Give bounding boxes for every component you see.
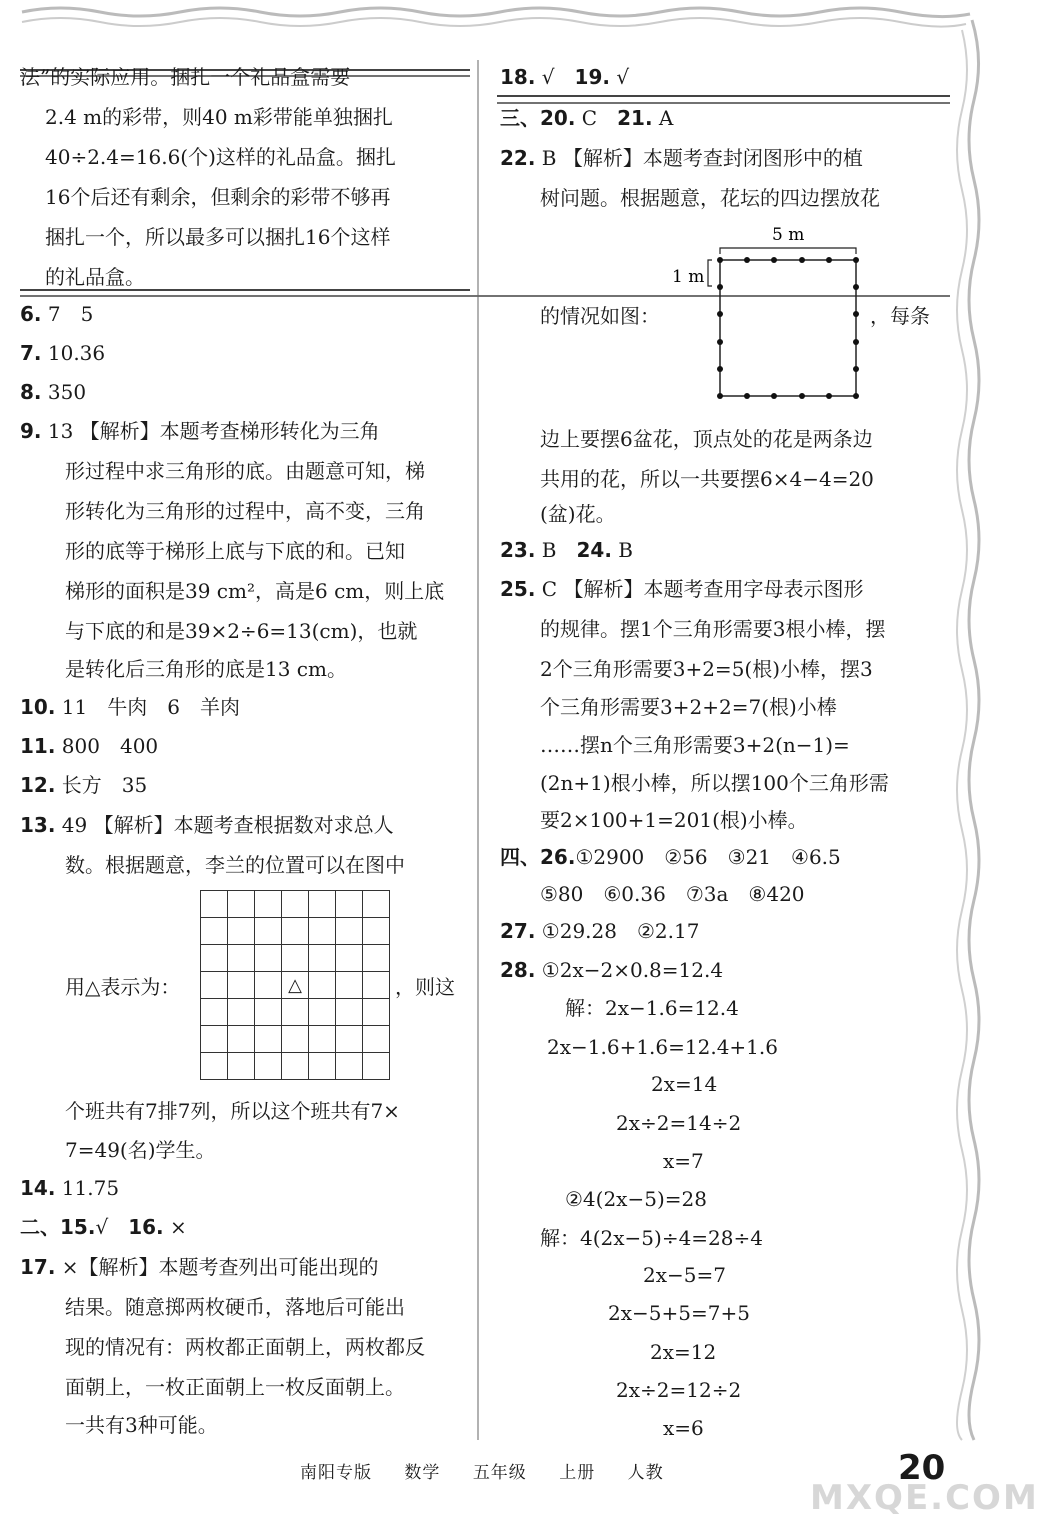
- prev-answer-line-3: 40÷2.4=16.6(个)这样的礼品盒。捆扎: [45, 145, 396, 169]
- q6-number: 6.: [20, 302, 42, 326]
- answer-22-line-3: 边上要摆6盆花，顶点处的花是两条边: [540, 427, 873, 451]
- answer-28-line-12: 2x÷2=12÷2: [616, 1378, 742, 1402]
- q18-number: 18.: [500, 65, 536, 89]
- figure-label-5m: 5 m: [772, 225, 805, 245]
- q25-text-1: C 【解析】本题考查用字母表示图形: [541, 577, 864, 601]
- q26-text-1: ①2900 ②56 ③21 ④6.5: [575, 845, 841, 869]
- answer-28-line-10: 2x−5+5=7+5: [608, 1301, 750, 1325]
- q19-number: 19.: [574, 65, 610, 89]
- answer-28-line-11: 2x=12: [650, 1340, 717, 1364]
- q26-number: 四、26.: [500, 845, 576, 869]
- q13-number: 13.: [20, 813, 56, 837]
- q10-text: 11 牛肉 6 羊肉: [61, 695, 240, 719]
- answers-23-24: [500, 536, 633, 564]
- q28-text-1: ①2x−2×0.8=12.4: [541, 958, 724, 982]
- q8-text: 350: [47, 380, 87, 404]
- q24-number: 24.: [576, 538, 612, 562]
- prev-answer-line-5: 捆扎一个，所以最多可以捆扎16个这样: [45, 225, 391, 249]
- answer-22-line-4: 共用的花，所以一共要摆6×4−4=20: [540, 467, 874, 491]
- answer-25-line-2: 的规律。摆1个三角形需要3根小棒，摆: [540, 617, 886, 641]
- q16-text: ×: [169, 1215, 187, 1239]
- answers-18-19: [500, 63, 629, 91]
- q19-text: √: [616, 65, 630, 89]
- answer-14: [20, 1174, 119, 1202]
- q20-number: 三、20.: [500, 106, 576, 130]
- answer-28-line-2: 解：2x−1.6=12.4: [565, 996, 739, 1020]
- answer-13-line-2: 数。根据题意，李兰的位置可以在图中: [65, 853, 405, 877]
- q23-number: 23.: [500, 538, 536, 562]
- q23-text: B: [541, 538, 577, 562]
- answer-25-line-3: 2个三角形需要3+2=5(根)小棒，摆3: [540, 657, 873, 681]
- answer-25-line-4: 个三角形需要3+2+2=7(根)小棒: [540, 695, 837, 719]
- answer-8: [20, 378, 86, 406]
- answer-28-line-3: 2x−1.6+1.6=12.4+1.6: [547, 1035, 778, 1059]
- q21-text: A: [658, 106, 674, 130]
- q7-number: 7.: [20, 341, 42, 365]
- q9-text-1: 13 【解析】本题考查梯形转化为三角: [47, 419, 380, 443]
- answer-17-line-3: 现的情况有：两枚都正面朝上，两枚都反: [65, 1335, 425, 1359]
- answer-28-line-8: 解：4(2x−5)÷4=28÷4: [540, 1226, 763, 1250]
- answer-28-line-9: 2x−5=7: [643, 1263, 726, 1287]
- answer-6: [20, 300, 93, 328]
- answer-10: [20, 693, 240, 721]
- q12-number: 12.: [20, 773, 56, 797]
- section-2-answers: [20, 1213, 187, 1241]
- answer-22-line-5: (盆)花。: [540, 502, 616, 526]
- answer-25-line-7: 要2×100+1=201(根)小棒。: [540, 808, 808, 832]
- answer-9-line-1: [20, 417, 380, 445]
- q11-number: 11.: [20, 734, 56, 758]
- q17-text-1: ×【解析】本题考查列出可能出现的: [61, 1255, 379, 1279]
- q18-text: √: [541, 65, 575, 89]
- seat-grid: [200, 890, 390, 1080]
- prev-answer-line-1: 法”的实际应用。捆扎一个礼品盒需要: [20, 65, 351, 89]
- q10-number: 10.: [20, 695, 56, 719]
- answer-28-line-6: x=7: [663, 1149, 704, 1173]
- answer-17-line-2: 结果。随意掷两枚硬币，落地后可能出: [65, 1295, 405, 1319]
- watermark: MXQE.COM: [810, 1478, 1039, 1518]
- q9-number: 9.: [20, 419, 42, 443]
- q12-text: 长方 35: [61, 773, 148, 797]
- q27-text: ①29.28 ②2.17: [541, 919, 700, 943]
- footer-volume: 上册: [559, 1463, 596, 1483]
- answer-22-fig-after: ，每条: [870, 304, 930, 328]
- answer-22-line-1: [500, 144, 863, 172]
- answer-28-line-5: 2x÷2=14÷2: [616, 1111, 742, 1135]
- answer-11: [20, 732, 158, 760]
- q27-number: 27.: [500, 919, 536, 943]
- answer-26-line-1: [500, 843, 841, 871]
- answer-9-line-7: 是转化后三角形的底是13 cm。: [65, 657, 347, 681]
- q14-text: 11.75: [61, 1176, 120, 1200]
- answer-13-line-1: [20, 811, 394, 839]
- q22-number: 22.: [500, 146, 536, 170]
- triangle-marker-cell: △: [282, 972, 309, 999]
- answer-28-line-1: [500, 956, 723, 984]
- answer-7: [20, 339, 105, 367]
- answer-22-line-2: 树问题。根据题意，花坛的四边摆放花: [540, 186, 880, 210]
- q6-text: 7 5: [47, 302, 94, 326]
- answer-28-line-7: ②4(2x−5)=28: [565, 1187, 707, 1211]
- answer-9-line-5: 梯形的面积是39 cm²，高是6 cm，则上底: [65, 579, 445, 603]
- footer-publisher: 人教: [627, 1463, 664, 1483]
- page-footer: [300, 1458, 690, 1483]
- answer-13-line-4: 7=49(名)学生。: [65, 1138, 216, 1162]
- answer-28-line-4: 2x=14: [651, 1072, 718, 1096]
- flower-dots: [717, 257, 859, 399]
- answer-27: [500, 917, 699, 945]
- flowerbed-figure: [668, 222, 868, 402]
- answer-13-line-3: 个班共有7排7列，所以这个班共有7×: [65, 1099, 400, 1123]
- answer-25-line-6: (2n+1)根小棒，所以摆100个三角形需: [540, 771, 889, 795]
- q15-number: 二、15.: [20, 1215, 96, 1239]
- page-number: 20: [898, 1448, 946, 1488]
- answer-22-fig-before: 的情况如图：: [540, 304, 660, 328]
- q21-number: 21.: [617, 106, 653, 130]
- answer-9-line-3: 形转化为三角形的过程中，高不变，三角: [65, 499, 425, 523]
- q24-text: B: [618, 538, 633, 562]
- answer-26-line-2: ⑤80 ⑥0.36 ⑦3a ⑧420: [540, 882, 805, 906]
- q25-number: 25.: [500, 577, 536, 601]
- answer-25-line-1: [500, 575, 863, 603]
- prev-answer-line-4: 16个后还有剩余，但剩余的彩带不够再: [45, 185, 391, 209]
- answer-17-line-4: 面朝上，一枚正面朝上一枚反面朝上。: [65, 1375, 405, 1399]
- answer-9-line-2: 形过程中求三角形的底。由题意可知，梯: [65, 459, 425, 483]
- q8-number: 8.: [20, 380, 42, 404]
- q13-text-1: 49 【解析】本题考查根据数对求总人: [61, 813, 394, 837]
- prev-answer-line-2: 2.4 m的彩带，则40 m彩带能单独捆扎: [45, 105, 393, 129]
- answer-12: [20, 771, 147, 799]
- section-3-answers: [500, 104, 673, 132]
- answer-17-line-5: 一共有3种可能。: [65, 1413, 218, 1437]
- q11-text: 800 400: [61, 734, 159, 758]
- q17-number: 17.: [20, 1255, 56, 1279]
- q20-text: C: [581, 106, 618, 130]
- answer-17-line-1: [20, 1253, 379, 1281]
- footer-grade: 五年级: [472, 1463, 527, 1483]
- q22-text-1: B 【解析】本题考查封闭图形中的植: [541, 146, 863, 170]
- answer-25-line-5: ……摆n个三角形需要3+2(n−1)=: [540, 733, 850, 757]
- answer-9-line-4: 形的底等于梯形上底与下底的和。已知: [65, 539, 405, 563]
- q7-text: 10.36: [47, 341, 106, 365]
- prev-answer-line-6: 的礼品盒。: [45, 265, 145, 289]
- q28-number: 28.: [500, 958, 536, 982]
- footer-edition: 南阳专版: [300, 1463, 372, 1483]
- q15-text: √: [95, 1215, 129, 1239]
- q16-number: 16.: [128, 1215, 164, 1239]
- answer-28-line-13: x=6: [663, 1416, 704, 1440]
- footer-subject: 数学: [404, 1463, 441, 1483]
- answer-13-grid-after: ，则这: [395, 975, 455, 999]
- figure-label-1m: 1 m: [672, 267, 705, 287]
- answer-13-grid-before: 用△表示为：: [65, 975, 181, 999]
- answer-9-line-6: 与下底的和是39×2÷6=13(cm)，也就: [65, 619, 418, 643]
- q14-number: 14.: [20, 1176, 56, 1200]
